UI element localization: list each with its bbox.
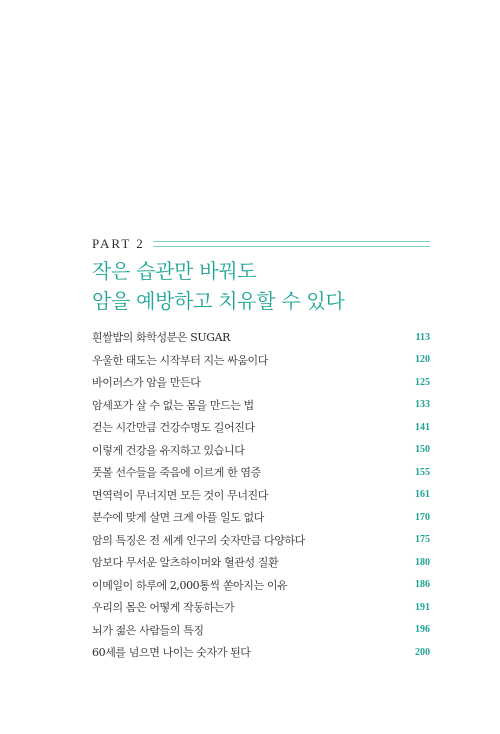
toc-entry [92, 349, 430, 372]
toc-entry-page-number: 141 [415, 421, 430, 433]
part-header [92, 236, 430, 252]
toc-entry [92, 439, 430, 462]
toc-entry-title: 흰쌀밥의 화학성분은 SUGAR [92, 331, 231, 345]
toc-entry-page-number: 155 [415, 466, 430, 478]
toc-entry-title: 걷는 시간만큼 건강수명도 길어진다 [92, 421, 255, 435]
toc-entry [92, 461, 430, 484]
toc-entry [92, 371, 430, 394]
toc-entry [92, 619, 430, 642]
toc-entry-title: 풋볼 선수들을 죽음에 이르게 한 염증 [92, 466, 261, 480]
toc-entry-page-number: 170 [415, 511, 430, 523]
toc-entry-title: 이렇게 건강을 유지하고 있습니다 [92, 443, 245, 457]
toc-entry-title: 우리의 몸은 어떻게 작동하는가 [92, 601, 235, 615]
toc-entry-page-number: 175 [415, 534, 430, 546]
toc-entry-page-number: 133 [415, 399, 430, 411]
part-title-line-1: 작은 습관만 바꿔도 [92, 259, 257, 283]
part-title-line-2: 암을 예방하고 치유할 수 있다 [92, 289, 345, 313]
toc-entry-page-number: 196 [415, 624, 430, 636]
toc-entry [92, 416, 430, 439]
toc-entry-title: 면역력이 무너지면 모든 것이 무너진다 [92, 488, 269, 502]
toc-entry-title: 바이러스가 암을 만든다 [92, 376, 201, 390]
part-title [92, 256, 432, 316]
toc-entry-page-number: 186 [415, 579, 430, 591]
toc-entry-page-number: 150 [415, 444, 430, 456]
table-of-contents [92, 326, 430, 664]
toc-entry [92, 529, 430, 552]
toc-entry-page-number: 125 [415, 376, 430, 388]
toc-entry-title: 암보다 무서운 알츠하이머와 혈관성 질환 [92, 556, 279, 570]
toc-entry-page-number: 113 [415, 331, 430, 343]
toc-entry-page-number: 191 [415, 601, 430, 613]
toc-entry-title: 우울한 태도는 시작부터 지는 싸움이다 [92, 353, 269, 367]
toc-entry [92, 326, 430, 349]
toc-entry-title: 이메일이 하루에 2,000통씩 쏟아지는 이유 [92, 578, 288, 592]
toc-entry-page-number: 200 [415, 646, 430, 658]
part-divider [153, 241, 430, 247]
toc-entry-title: 뇌가 젊은 사람들의 특징 [92, 623, 204, 637]
toc-entry [92, 574, 430, 597]
toc-entry-title: 암세포가 살 수 없는 몸을 만드는 법 [92, 398, 254, 412]
toc-entry [92, 484, 430, 507]
toc-entry [92, 506, 430, 529]
toc-entry [92, 551, 430, 574]
part-label: PART 2 [92, 236, 145, 251]
toc-entry-title: 암의 특징은 전 세계 인구의 숫자만큼 다양하다 [92, 533, 305, 547]
toc-entry-title: 60세를 넘으면 나이는 숫자가 된다 [92, 646, 251, 660]
toc-entry-page-number: 120 [415, 354, 430, 366]
toc-entry [92, 596, 430, 619]
toc-entry [92, 394, 430, 417]
toc-entry [92, 641, 430, 664]
toc-entry-page-number: 180 [415, 556, 430, 568]
toc-entry-title: 분수에 맞게 살면 크게 아플 일도 없다 [92, 511, 264, 525]
toc-entry-page-number: 161 [415, 489, 430, 501]
